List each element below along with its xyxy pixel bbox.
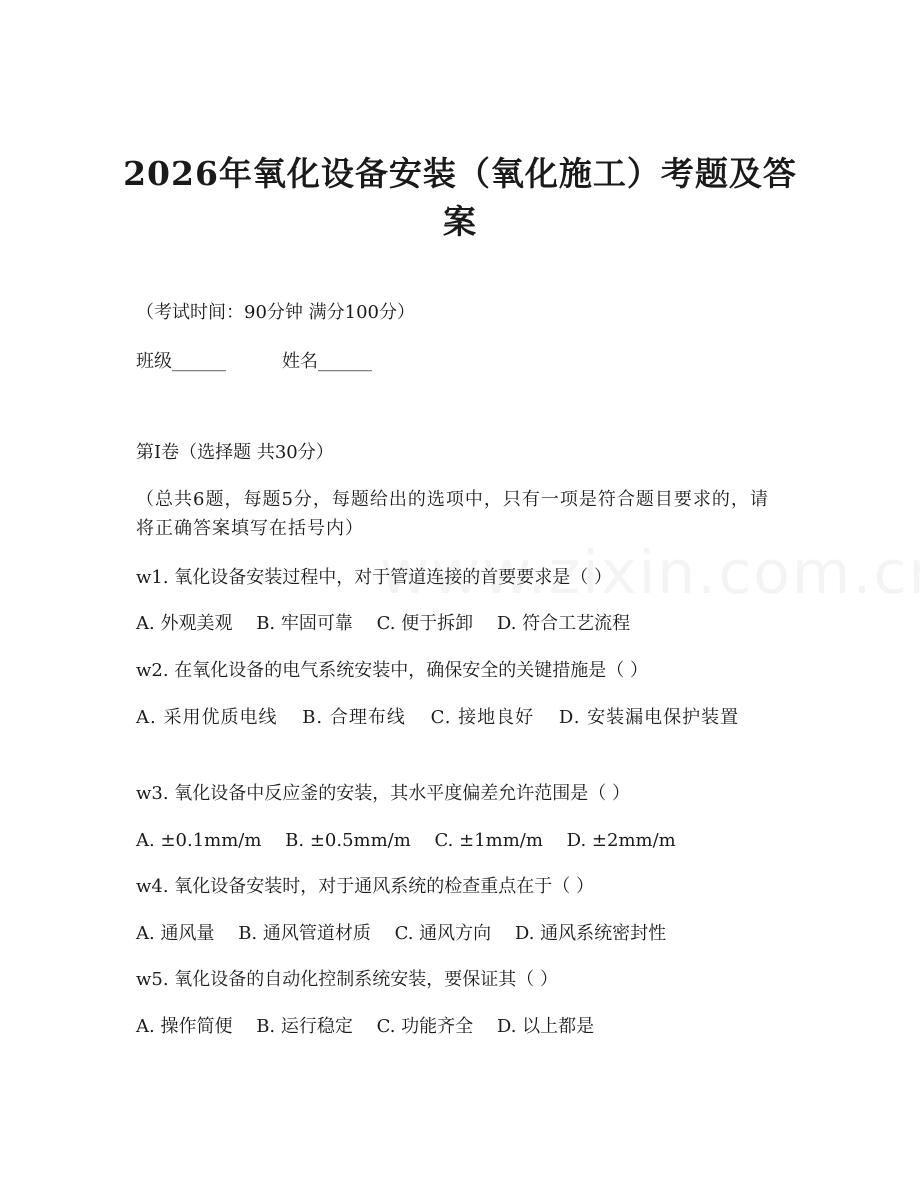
option-b: B. 通风管道材质 [238, 923, 371, 944]
option-a: A. 通风量 [136, 923, 215, 944]
instructions: （总共6题，每题5分，每题给出的选项中，只有一项是符合题目要求的，请将正确答案填写在括号内） [136, 489, 769, 539]
option-c: C. 便于拆卸 [376, 613, 474, 634]
option-a: A. 操作简便 [136, 1016, 233, 1037]
option-b: B. 牢固可靠 [256, 613, 353, 634]
option-d: D. 安装漏电保护装置 [558, 707, 740, 728]
option-d: D. 符合工艺流程 [496, 613, 631, 634]
class-field-label: 班级______ [136, 351, 226, 372]
question-stem: w1. 氧化设备安装过程中，对于管道连接的首要要求是（ ） [136, 567, 613, 588]
question-stem: w2. 在氧化设备的电气系统安装中，确保安全的关键措施是（ ） [136, 660, 649, 681]
question-stem: w4. 氧化设备安装时，对于通风系统的检查重点在于（ ） [136, 876, 595, 897]
question-stem: w5. 氧化设备的自动化控制系统安装，要保证其（ ） [136, 969, 559, 990]
option-d: D. 以上都是 [496, 1016, 595, 1037]
option-c: C. 接地良好 [430, 707, 535, 728]
option-a: A. 采用优质电线 [136, 707, 278, 728]
question-options [136, 919, 684, 948]
option-d: D. 通风系统密封性 [514, 923, 667, 944]
option-c: C. 功能齐全 [376, 1016, 474, 1037]
exam-info: （考试时间：90分钟 满分100分） [136, 302, 415, 323]
name-field-label: 姓名______ [282, 351, 372, 372]
question-options [136, 826, 694, 855]
option-c: C. ±1mm/m [434, 830, 543, 851]
option-b: B. 合理布线 [302, 707, 406, 728]
question-stem: w3. 氧化设备中反应釜的安装，其水平度偏差允许范围是（ ） [136, 783, 631, 804]
question-options [136, 703, 776, 732]
student-info-row [136, 347, 372, 376]
option-b: B. 运行稳定 [256, 1016, 353, 1037]
option-b: B. ±0.5mm/m [285, 830, 411, 851]
question-options [136, 1012, 612, 1041]
section-heading: 第I卷（选择题 共30分） [136, 442, 334, 463]
option-c: C. 通风方向 [394, 923, 492, 944]
document-title: 2026年氧化设备安装（氧化施工）考题及答案 [123, 154, 797, 241]
question-options [136, 609, 648, 638]
option-d: D. ±2mm/m [566, 830, 676, 851]
option-a: A. 外观美观 [136, 613, 233, 634]
option-a: A. ±0.1mm/m [136, 830, 262, 851]
